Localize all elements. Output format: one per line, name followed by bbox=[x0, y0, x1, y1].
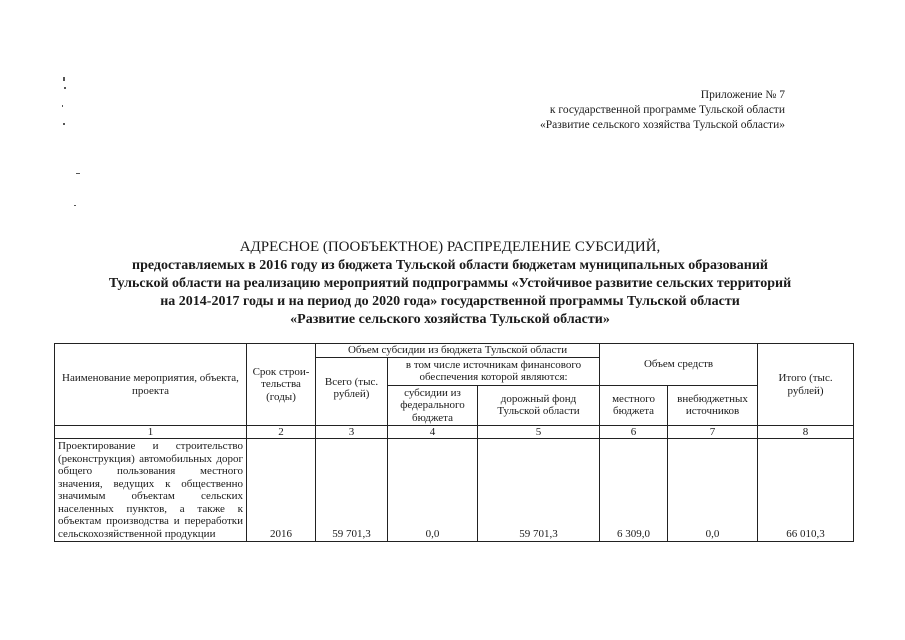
header-extra: внебюджетных источников bbox=[668, 385, 758, 426]
column-number: 6 bbox=[600, 426, 668, 439]
title-main: АДРЕСНОЕ (ПООБЪЕКТНОЕ) РАСПРЕДЕЛЕНИЕ СУБСИДИЙ, bbox=[239, 239, 661, 255]
row-total: 66 010,3 bbox=[758, 439, 854, 542]
appendix-header bbox=[465, 88, 785, 133]
row-name: Проектирование и строительство (реконструкция) автомобильных дорог общего пользования местного значения, ведущих к общественно значимым объектам сельских населенных пунктов, а также к объектам производства и переработки сельскохозяйственной продукции bbox=[55, 439, 247, 542]
document-title bbox=[40, 238, 860, 329]
header-total-subsidy: Всего (тыс. рублей) bbox=[316, 357, 388, 426]
header-road-fund: дорожный фонд Тульской области bbox=[478, 385, 600, 426]
header-funds-group: Объем средств bbox=[600, 344, 758, 386]
table-row bbox=[55, 439, 854, 542]
title-sub-3: на 2014-2017 годы и на период до 2020 года» государственной программы Тульской области bbox=[160, 294, 740, 309]
appendix-program-name: «Развитие сельского хозяйства Тульской области» bbox=[540, 119, 785, 131]
header-local: местного бюджета bbox=[600, 385, 668, 426]
header-subsidy-group: Объем субсидии из бюджета Тульской области bbox=[316, 344, 600, 358]
column-number: 7 bbox=[668, 426, 758, 439]
column-number-row bbox=[55, 426, 854, 439]
column-number: 8 bbox=[758, 426, 854, 439]
row-term: 2016 bbox=[247, 439, 316, 542]
appendix-program: к государственной программе Тульской области bbox=[549, 104, 785, 116]
column-number: 3 bbox=[316, 426, 388, 439]
header-row-1 bbox=[55, 344, 854, 358]
header-sources-group: в том числе источникам финансового обеспечения которой являются: bbox=[388, 357, 600, 385]
row-road-fund: 59 701,3 bbox=[478, 439, 600, 542]
column-number: 2 bbox=[247, 426, 316, 439]
column-number: 5 bbox=[478, 426, 600, 439]
scan-specks bbox=[60, 75, 90, 215]
title-sub-2: Тульской области на реализацию мероприятий подпрограммы «Устойчивое развитие сельских территорий bbox=[108, 276, 792, 291]
header-total: Итого (тыс. рублей) bbox=[758, 344, 854, 426]
row-federal: 0,0 bbox=[388, 439, 478, 542]
header-federal: субсидии из федерального бюджета bbox=[388, 385, 478, 426]
row-extra: 0,0 bbox=[668, 439, 758, 542]
header-term: Срок строи-тельства (годы) bbox=[247, 344, 316, 426]
title-sub-1: предоставляемых в 2016 году из бюджета Тульской области бюджетам муниципальных образований bbox=[132, 258, 768, 273]
column-number: 4 bbox=[388, 426, 478, 439]
title-sub-4: «Развитие сельского хозяйства Тульской области» bbox=[290, 312, 610, 327]
column-number: 1 bbox=[55, 426, 247, 439]
appendix-number: Приложение № 7 bbox=[700, 89, 785, 101]
row-total-subsidy: 59 701,3 bbox=[316, 439, 388, 542]
subsidy-table bbox=[54, 343, 854, 542]
row-local: 6 309,0 bbox=[600, 439, 668, 542]
header-name: Наименование мероприятия, объекта, проекта bbox=[55, 344, 247, 426]
